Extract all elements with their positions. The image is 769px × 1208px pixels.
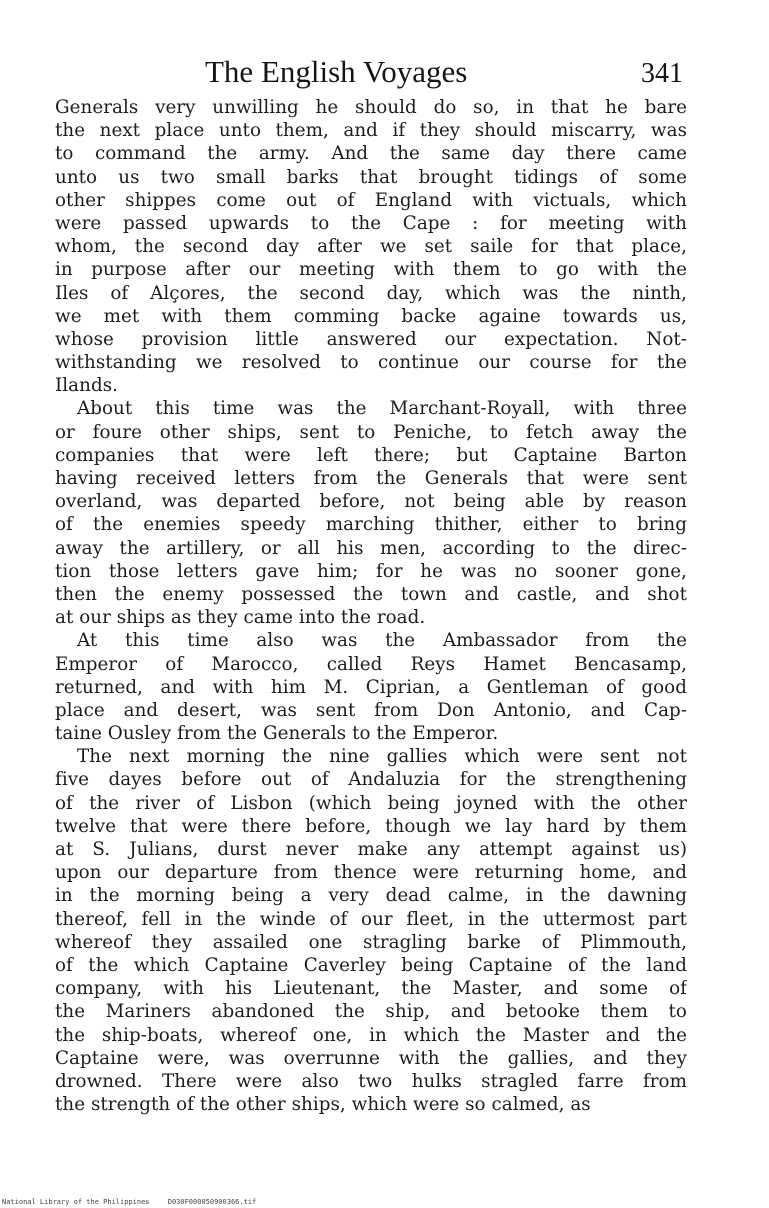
text-line: the next place unto them, and if they should miscarry, was — [55, 120, 687, 142]
text-line: Ilands. — [55, 375, 118, 397]
paragraph — [55, 397, 687, 629]
text-line: Generals very unwilling he should do so, in that he bare — [55, 97, 687, 118]
paragraph — [55, 96, 687, 397]
text-line: were passed upwards to the Cape : for meeting with — [55, 212, 687, 234]
text-line: place and desert, was sent from Don Antonio, and Cap- — [55, 699, 687, 721]
text-line: Emperor of Marocco, called Reys Hamet Bencasamp, — [55, 653, 687, 675]
text-line: taine Ousley from the Generals to the Emperor. — [55, 723, 499, 745]
text-line: the strength of the other ships, which were so calmed, as — [55, 1094, 591, 1116]
text-line: returned, and with him M. Ciprian, a Gentleman of good — [55, 676, 687, 698]
text-line: or foure other ships, sent to Peniche, to fetch away the — [55, 421, 687, 443]
body-text — [55, 96, 687, 1116]
text-line: to command the army. And the same day there came — [55, 143, 687, 165]
text-line: Iles of Alçores, the second day, which was the ninth, — [55, 282, 687, 304]
text-line: of the which Captaine Caverley being Captaine of the land — [55, 954, 687, 976]
text-line: twelve that were there before, though we lay hard by them — [55, 815, 687, 837]
text-line: in the morning being a very dead calme, in the dawning — [55, 885, 687, 907]
text-line: the Mariners abandoned the ship, and betooke them to — [55, 1001, 687, 1023]
text-line: companies that were left there; but Captaine Barton — [55, 444, 687, 466]
text-line: At this time also was the Ambassador from the — [77, 630, 687, 652]
text-line: of the enemies speedy marching thither, either to bring — [55, 514, 687, 536]
running-title: The English Voyages — [205, 54, 468, 89]
text-line: at S. Julians, durst never make any attempt against us) — [55, 839, 687, 860]
text-line: About this time was the Marchant-Royall, with three — [77, 398, 687, 420]
text-line: overland, was departed before, not being able by reason — [55, 491, 687, 513]
paragraph — [55, 629, 687, 745]
text-line: drowned. There were also two hulks stragled farre from — [55, 1070, 687, 1092]
text-line: tion those letters gave him; for he was no sooner gone, — [55, 560, 687, 582]
text-line: unto us two small barks that brought tidings of some — [55, 166, 687, 188]
text-line: upon our departure from thence were returning home, and — [55, 862, 687, 884]
text-line: company, with his Lieutenant, the Master, and some of — [55, 978, 687, 1000]
page-number: 341 — [641, 58, 683, 89]
text-line: Captaine were, was overrunne with the gallies, and they — [55, 1047, 687, 1069]
text-line: the ship-boats, whereof one, in which the Master and the — [55, 1024, 687, 1046]
text-line: whom, the second day after we set saile for that place, — [55, 236, 687, 258]
paragraph — [55, 745, 687, 1116]
text-line: at our ships as they came into the road. — [55, 607, 426, 629]
text-line: then the enemy possessed the town and castle, and shot — [55, 583, 687, 605]
text-line: The next morning the nine gallies which were sent not — [77, 746, 687, 768]
text-line: thereof, fell in the winde of our fleet, in the uttermost part — [55, 908, 687, 930]
text-line: other shippes come out of England with victuals, which — [55, 189, 687, 211]
text-line: five dayes before out of Andaluzia for the strengthening — [55, 769, 687, 791]
text-line: whose provision little answered our expectation. Not- — [55, 328, 687, 350]
text-line: whereof they assailed one stragling barke of Plimmouth, — [55, 931, 687, 953]
text-line: away the artillery, or all his men, according to the direc- — [55, 537, 687, 559]
text-line: we met with them comming backe againe towards us, — [55, 305, 687, 327]
text-line: withstanding we resolved to continue our course for the — [55, 352, 687, 374]
library-credit: National Library of the Philippines — [2, 1198, 150, 1206]
page-header — [55, 52, 687, 92]
file-identifier: D030F000050900366.tif — [167, 1198, 257, 1206]
text-line: in purpose after our meeting with them to go with the — [55, 259, 687, 281]
text-line: of the river of Lisbon (which being joyned with the other — [55, 792, 687, 814]
text-line: having received letters from the Generals that were sent — [55, 468, 687, 489]
scan-footer — [2, 1198, 256, 1207]
